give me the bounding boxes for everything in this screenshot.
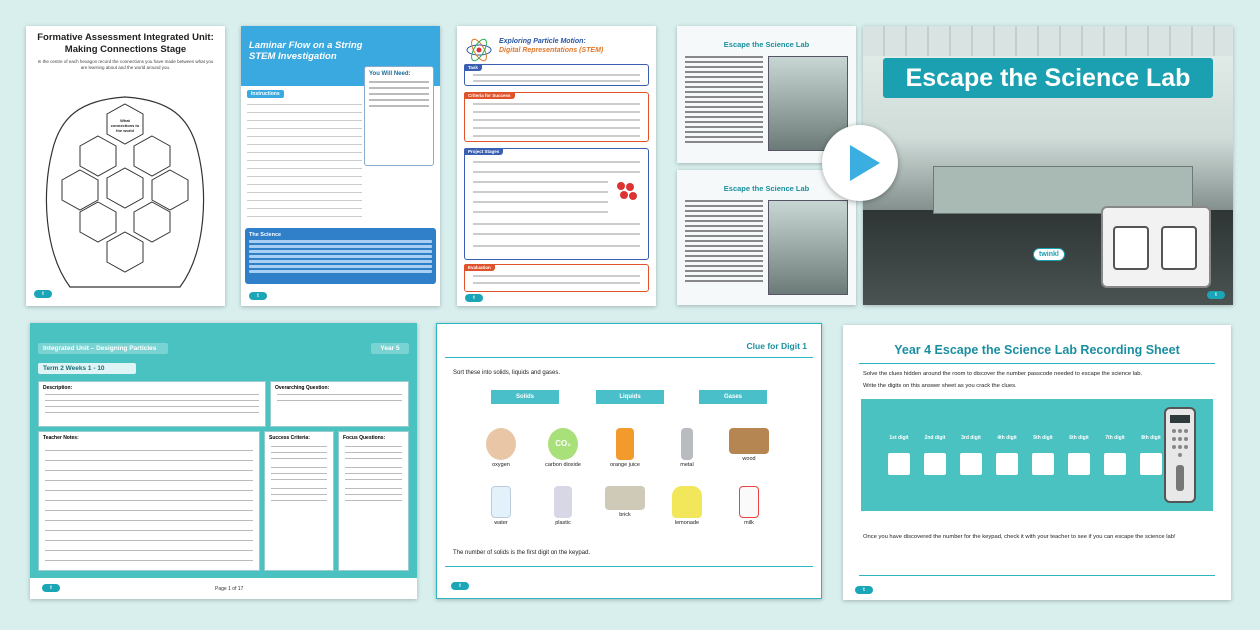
intro-text-2: Write the digits on this answer sheet as you crack the clues. (863, 383, 1017, 389)
intro-text: Solve the clues hidden around the room to discover the number passcode needed to escape the science lab. (863, 371, 1143, 377)
wood-image (729, 428, 769, 454)
twinkl-badge: twinkl (1033, 248, 1065, 261)
card-title: Formative Assessment Integrated Unit: Making Connections Stage (37, 32, 214, 55)
escape-slide-2[interactable] (677, 170, 856, 305)
list-item: water (473, 486, 529, 526)
term-label: Term 2 Weeks 1 - 10 (38, 363, 136, 374)
lab-photo (768, 200, 848, 295)
lemonade-image (672, 486, 702, 518)
card-subtitle: In the centre of each hexagon record the connections you have made between what you are learning about and the world around you. (37, 59, 214, 70)
list-item: orange juice (597, 428, 653, 468)
clue-note: The number of solids is the first digit on the keypad. (453, 550, 591, 556)
digit-label: 1st digit (889, 435, 909, 441)
divider (859, 363, 1215, 364)
instruction-steps (247, 100, 362, 220)
recording-sheet-card[interactable] (843, 325, 1231, 600)
list-item: metal (659, 428, 715, 468)
twinkl-logo: t (1207, 291, 1225, 299)
digit-box[interactable] (1032, 453, 1054, 475)
evaluation-box: Evaluation (464, 264, 649, 292)
digit-label: 7th digit (1105, 435, 1125, 441)
focus-questions-panel: Focus Questions: (338, 431, 409, 571)
oxygen-image (486, 428, 516, 460)
year-label: Year 5 (371, 343, 409, 354)
divider (445, 357, 813, 358)
list-item: milk (721, 486, 777, 526)
teacher-notes-panel: Teacher Notes: (38, 431, 260, 571)
plastic-image (554, 486, 572, 518)
beehive-hexagon-diagram (40, 92, 210, 292)
digits-panel (861, 399, 1213, 511)
digit-box[interactable] (996, 453, 1018, 475)
co2-image: CO₂ (548, 428, 578, 460)
unit-label: Integrated Unit – Designing Particles (38, 343, 168, 354)
formative-assessment-card[interactable] (26, 26, 225, 306)
digit-label: 5th digit (1033, 435, 1053, 441)
svg-text:connections to: connections to (110, 123, 140, 128)
clue-card[interactable] (436, 323, 822, 599)
list-item: lemonade (659, 486, 715, 526)
power-socket (1101, 206, 1211, 288)
list-item: CO₂ carbon dioxide (535, 428, 591, 468)
digit-box[interactable] (888, 453, 910, 475)
science-box (245, 228, 436, 284)
divider (445, 566, 813, 567)
water-image (491, 486, 511, 518)
card-title: Laminar Flow on a String STEM Investigation (249, 40, 363, 62)
keypad-icon (1164, 407, 1196, 503)
atom-icon (465, 36, 493, 64)
digit-box[interactable] (1068, 453, 1090, 475)
svg-text:the world: the world (116, 128, 134, 133)
task-box: Task (464, 64, 649, 86)
digit-box[interactable] (1104, 453, 1126, 475)
metal-key-image (681, 428, 693, 460)
twinkl-logo: t (42, 584, 60, 592)
escape-cover-card[interactable] (863, 26, 1233, 305)
digit-label: 2nd digit (924, 435, 946, 441)
digit-box[interactable] (960, 453, 982, 475)
liquids-header: Liquids (596, 390, 664, 404)
laminar-flow-card[interactable] (241, 26, 440, 306)
digit-box[interactable] (924, 453, 946, 475)
clue-title: Clue for Digit 1 (746, 341, 807, 351)
digit-label: 3rd digit (961, 435, 981, 441)
criteria-box: Criteria for Success (464, 92, 649, 142)
slide-text (685, 200, 763, 285)
digit-label: 6th digit (1069, 435, 1089, 441)
you-will-need-heading: You Will Need: (369, 71, 411, 77)
list-item: oxygen (473, 428, 529, 468)
description-panel: Description: (38, 381, 266, 427)
list-item: plastic (535, 486, 591, 526)
play-icon (840, 141, 884, 185)
digit-label: 8th digit (1141, 435, 1161, 441)
overarching-panel: Overarching Question: (270, 381, 409, 427)
solids-header: Solids (491, 390, 559, 404)
ceiling (863, 26, 1233, 56)
twinkl-logo: t (451, 582, 469, 590)
particle-motion-card[interactable] (457, 26, 656, 306)
success-criteria-panel: Success Criteria: (264, 431, 334, 571)
twinkl-logo: t (855, 586, 873, 594)
instructions-label: Instructions (247, 90, 284, 98)
digit-box[interactable] (1140, 453, 1162, 475)
list-item: brick (597, 486, 653, 518)
gases-header: Gases (699, 390, 767, 404)
twinkl-logo: t (249, 292, 267, 300)
science-heading: The Science (249, 232, 282, 238)
particles-icon (614, 179, 640, 205)
digit-label: 4th digit (997, 435, 1017, 441)
svg-text:What: What (120, 118, 130, 123)
card-title-line2: Digital Representations (STEM) (499, 47, 604, 54)
card-title-line1: Exploring Particle Motion: (499, 38, 586, 45)
cover-banner: Escape the Science Lab (883, 58, 1213, 98)
teal-panel (30, 323, 417, 578)
list-item: wood (721, 428, 777, 462)
milk-image (739, 486, 759, 518)
slide-title: Escape the Science Lab (723, 40, 810, 49)
orange-juice-image (616, 428, 634, 460)
play-button[interactable] (822, 125, 898, 201)
sheet-title: Year 4 Escape the Science Lab Recording Sheet (894, 343, 1180, 357)
twinkl-logo: t (465, 294, 483, 302)
instruction-text: Sort these into solids, liquids and gases. (453, 370, 561, 376)
closing-text: Once you have discovered the number for the keypad, check it with your teacher to see if you can escape the science lab! (863, 534, 1176, 540)
page-number: Page 1 of 17 (215, 586, 244, 592)
slide-title: Escape the Science Lab (723, 184, 810, 193)
brick-image (605, 486, 645, 510)
you-will-need-box (364, 66, 434, 166)
footer (30, 578, 417, 599)
slide-text (685, 56, 763, 146)
twinkl-logo: t (34, 290, 52, 298)
project-stages-box: Project Stages (464, 148, 649, 260)
divider (859, 575, 1215, 576)
integrated-unit-card[interactable] (30, 323, 417, 599)
